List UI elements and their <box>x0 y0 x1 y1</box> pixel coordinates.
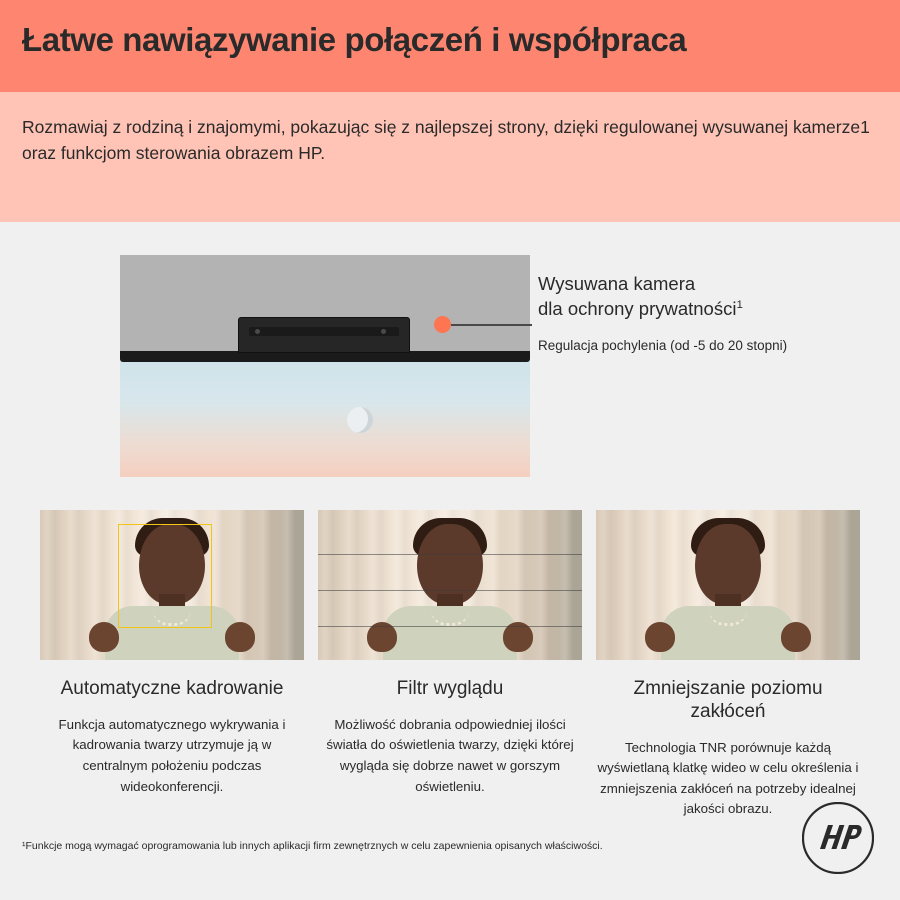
hp-logo <box>802 802 874 874</box>
moon-shape <box>347 407 373 433</box>
footnote-text: ¹Funkcje mogą wymagać oprogramowania lub innych aplikacji firm zewnętrznych w celu zapewnienia opisanych właściwości. <box>22 840 603 852</box>
callout-title-superscript: 1 <box>736 298 743 311</box>
feature-card-title: Automatyczne kadrowanie <box>60 678 284 699</box>
callout-leader-line <box>451 324 532 326</box>
hand-shape <box>225 622 255 652</box>
camera-sensor-icon <box>381 329 386 334</box>
callout-subtitle: Regulacja pochylenia (od -5 do 20 stopni) <box>538 338 788 353</box>
page-title: Łatwe nawiązywanie połączeń i współpraca <box>22 21 687 58</box>
subheader-band <box>0 92 900 222</box>
appearance-filter-gridline <box>318 626 582 627</box>
head-shape <box>695 524 761 604</box>
feature-card-title: Filtr wyglądu <box>396 678 504 699</box>
auto-frame-crop-box <box>118 524 212 628</box>
appearance-filter-gridline <box>318 590 582 591</box>
feature-card <box>318 510 582 797</box>
feature-thumbnail <box>596 510 860 660</box>
callout-title <box>538 272 868 322</box>
feature-card-body: Możliwość dobrania odpowiedniej ilości światła do oświetlenia twarzy, dzięki której wygląda się dobrze nawet w gorszym oświetleniu. <box>326 716 574 794</box>
hand-shape <box>781 622 811 652</box>
callout-marker-dot <box>434 316 451 333</box>
appearance-filter-gridline <box>318 554 582 555</box>
feature-card-body: Funkcja automatycznego wykrywania i kadrowania twarzy utrzymuje ją w centralnym położeniu podczas wideokonferencji. <box>58 716 286 794</box>
feature-thumbnail <box>318 510 582 660</box>
head-shape <box>417 524 483 604</box>
header-band <box>0 0 900 92</box>
feature-thumbnail <box>40 510 304 660</box>
camera-lens-strip <box>249 327 399 336</box>
feature-card-body: Technologia TNR porównuje każdą wyświetlaną klatkę wideo w celu określenia i zmniejszenia zakłóceń na potrzeby idealnej jakości obrazu. <box>597 739 859 817</box>
hand-shape <box>645 622 675 652</box>
hand-shape <box>89 622 119 652</box>
pop-up-camera-module <box>238 317 410 353</box>
camera-lens-icon <box>255 329 260 334</box>
monitor-illustration <box>120 255 530 477</box>
feature-card-title: Zmniejszanie poziomu zakłóceń <box>633 678 823 722</box>
person-illustration <box>355 510 545 660</box>
callout-title-line1: Wysuwana kamera <box>538 273 696 294</box>
monitor-screen-wallpaper <box>120 360 530 477</box>
subheader-text: Rozmawiaj z rodziną i znajomymi, pokazując się z najlepszej strony, dzięki regulowanej wysuwanej kamerze1 oraz funkcjom sterowania obrazem HP. <box>22 117 870 164</box>
person-illustration <box>633 510 823 660</box>
feature-card <box>596 510 860 820</box>
callout-title-line2: dla ochrony prywatności <box>538 297 737 319</box>
feature-card <box>40 510 304 797</box>
